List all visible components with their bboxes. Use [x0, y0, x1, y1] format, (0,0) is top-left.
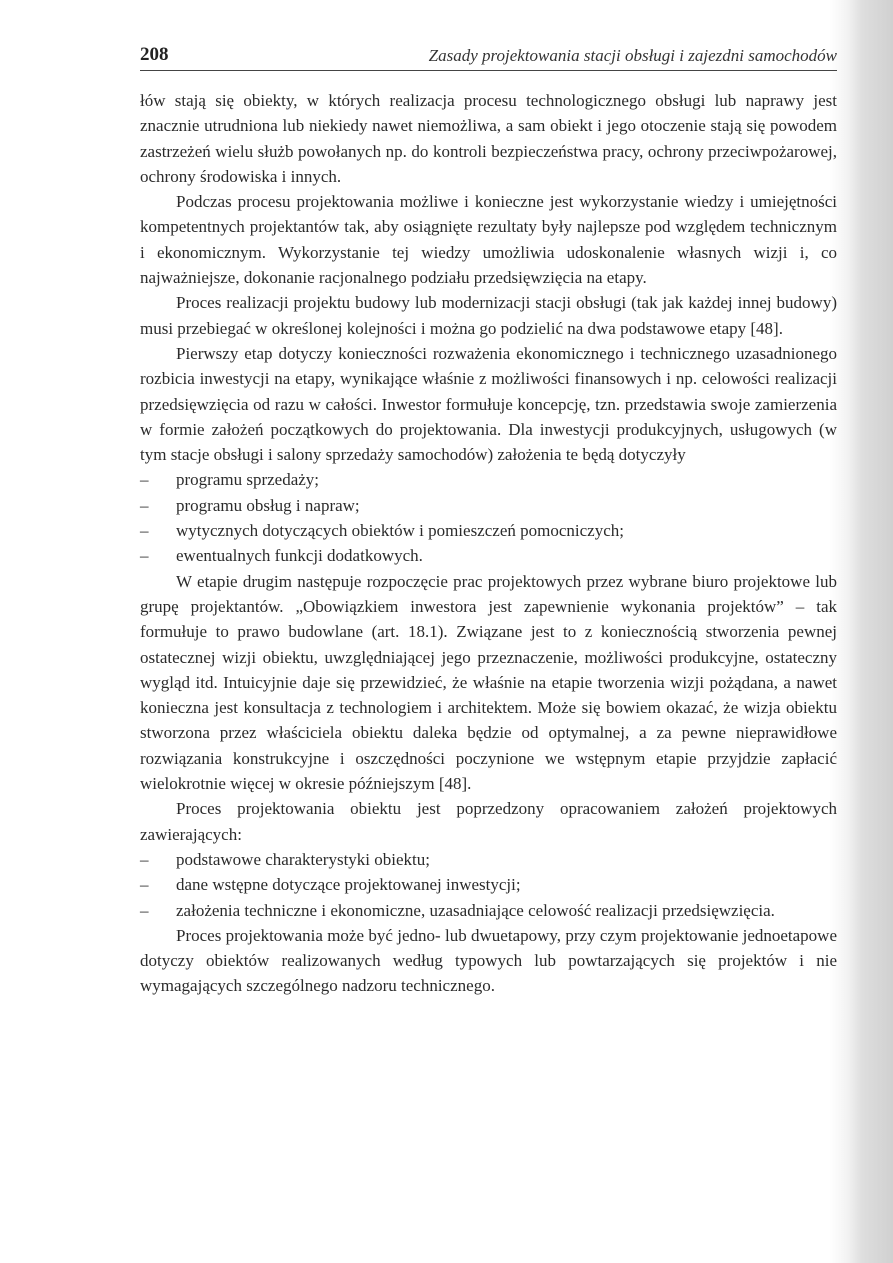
- dash-marker: –: [140, 546, 149, 566]
- paragraph: Proces realizacji projektu budowy lub modernizacji stacji obsługi (tak jak każdej innej budowy) musi przebiegać w określonej kolejności i można go podzielić na dwa podstawowe etapy [48].: [140, 293, 837, 338]
- investor-assumptions-list: [140, 467, 837, 568]
- dash-marker: –: [140, 900, 149, 920]
- list-item: – wytycznych dotyczących obiektów i pomieszczeń pomocniczych;: [140, 518, 837, 543]
- dash-marker: –: [140, 470, 149, 490]
- paragraph: Podczas procesu projektowania możliwe i konieczne jest wykorzystanie wiedzy i umiejętności kompetentnych projektantów tak, aby osiągnięte rezultaty były najlepsze pod względem technicznym i ekonomicznym. Wykorzystanie tej wiedzy umożliwia udoskonalenie własnych wizji i, co najważniejsze, dokonanie racjonalnego podziału przedsięwzięcia na etapy.: [140, 192, 837, 288]
- paragraph: Proces projektowania obiektu jest poprzedzony opracowaniem założeń projektowych zawierających:: [140, 799, 837, 844]
- list-item: – założenia techniczne i ekonomiczne, uzasadniające celowość realizacji przedsięwzięcia.: [140, 898, 837, 923]
- dash-marker: –: [140, 849, 149, 869]
- page-number: 208: [140, 44, 169, 65]
- page-body: [140, 88, 837, 999]
- paragraph: Proces projektowania może być jedno- lub dwuetapowy, przy czym projektowanie jednoetapowe dotyczy obiektów realizowanych według typowych lub powtarzających się projektów i nie wymagających szczególnego nadzoru technicznego.: [140, 925, 837, 996]
- list-item: – dane wstępne dotyczące projektowanej inwestycji;: [140, 872, 837, 897]
- paragraph-continuation: łów stają się obiekty, w których realizacja procesu technologicznego obsługi lub naprawy jest znacznie utrudniona lub niekiedy nawet niemożliwa, a sam obiekt i jego otoczenie stają się powodem zastrzeżeń wielu służb powołanych np. do kontroli bezpieczeństwa pracy, ochrony przeciwpożarowej, ochrony środowiska i innych.: [140, 91, 837, 186]
- list-item: – podstawowe charakterystyki obiektu;: [140, 847, 837, 872]
- dash-marker: –: [140, 521, 149, 541]
- dash-marker: –: [140, 495, 149, 515]
- running-title: Zasady projektowania stacji obsługi i zajezdni samochodów: [428, 46, 837, 65]
- list-item: – programu obsług i napraw;: [140, 493, 837, 518]
- page-header: [140, 44, 837, 71]
- list-item: – ewentualnych funkcji dodatkowych.: [140, 543, 837, 568]
- design-assumptions-list: [140, 847, 837, 923]
- paragraph: W etapie drugim następuje rozpoczęcie prac projektowych przez wybrane biuro projektowe lub grupę projektantów. „Obowiązkiem inwestora jest zapewnienie wykonania projektów” – tak formułuje to prawo budowlane (art. 18.1). Związane jest to z koniecznością stworzenia pewnej ostatecznej wizji obiektu, uwzględniającej jego przeznaczenie, możliwości produkcyjne, ostateczny wygląd itd. Intuicyjnie daje się przewidzieć, że właśnie na etapie tworzenia wizji pożądana, a nawet konieczna jest konsultacja z technologiem i architektem. Może się bowiem okazać, że wizja obiektu stworzona przez właściciela obiektu daleka będzie od optymalnej, a za pewne nieprawidłowe rozwiązania konstrukcyjne i oszczędności poczynione we wstępnym etapie przyjdzie zapłacić wielokrotnie więcej w okresie późniejszym [48].: [140, 571, 837, 794]
- list-item: – programu sprzedaży;: [140, 467, 837, 492]
- paragraph: Pierwszy etap dotyczy konieczności rozważenia ekonomicznego i technicznego uzasadnionego rozbicia inwestycji na etapy, wynikające właśnie z możliwości finansowych i np. celowości realizacji przedsięwzięcia od razu w całości. Inwestor formułuje koncepcję, tzn. przedstawia swoje zamierzenia w formie założeń początkowych do projektowania. Dla inwestycji produkcyjnych, usługowych (w tym stacje obsługi i salony sprzedaży samochodów) założenia te będą dotyczyły: [140, 343, 837, 465]
- dash-marker: –: [140, 875, 149, 895]
